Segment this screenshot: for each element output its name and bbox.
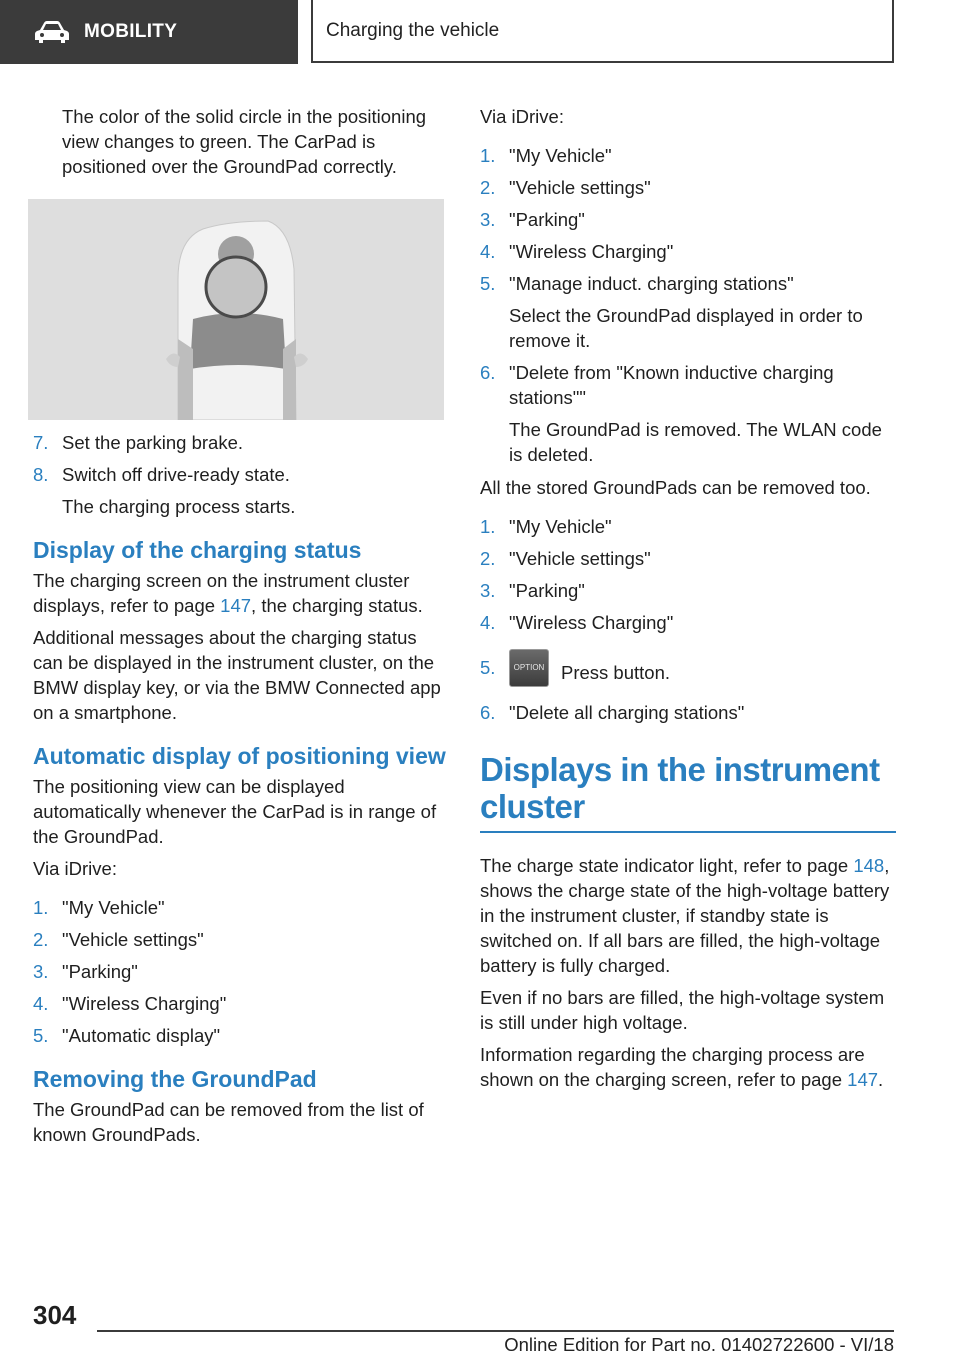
list-item: 4. "Wireless Charging": [33, 993, 227, 1014]
left-column: [33, 100, 451, 1154]
steps-list-c: [480, 143, 896, 467]
list-item: 5. "Automatic display": [33, 1025, 221, 1046]
steps-list-a: [33, 430, 451, 519]
heading-removing-groundpad: Removing the GroundPad: [33, 1066, 317, 1092]
positioning-view-image: [28, 199, 444, 420]
page-link[interactable]: 147: [847, 1069, 879, 1090]
option-button-icon: OPTION: [509, 649, 549, 687]
list-item: 5. "Manage induct. charging stations" Select the GroundPad displayed in order to remove it.: [480, 273, 863, 351]
displays-paragraph-1: The charge state indicator light, refer to page 148, shows the charge state of the high-voltage battery in the instrument cluster, if standby state is switched on. If all bars are filled, the high-voltage battery is fully charged.: [480, 855, 890, 976]
page-number: 304: [33, 1300, 77, 1330]
right-column: [480, 100, 896, 1099]
via-idrive-label: Via iDrive:: [480, 106, 564, 127]
list-item: 2. "Vehicle settings": [33, 929, 204, 950]
displays-paragraph-3: Information regarding the charging process are shown on the charging screen, refer to page 147.: [480, 1044, 884, 1090]
vehicle-positioning-illustration: [28, 199, 444, 420]
displays-paragraph-2: Even if no bars are filled, the high-voltage system is still under high voltage.: [480, 987, 885, 1033]
remove-paragraph: The GroundPad can be removed from the list of known GroundPads.: [33, 1099, 424, 1145]
chapter-tab: [311, 0, 894, 63]
heading-automatic-display: Automatic display of positioning view: [33, 743, 446, 769]
list-item: 4. "Wireless Charging": [480, 241, 674, 262]
status-paragraph-1: The charging screen on the instrument cluster displays, refer to page 147, the charging status.: [33, 570, 423, 616]
heading-instrument-cluster: Displays in the instrument cluster: [480, 751, 896, 833]
steps-list-b: [33, 895, 451, 1048]
auto-paragraph: The positioning view can be displayed automatically whenever the CarPad is in range of the GroundPad.: [33, 776, 437, 847]
edition-text: Online Edition for Part no. 01402722600 - VI/18: [504, 1334, 894, 1355]
list-item: 2. "Vehicle settings": [480, 177, 651, 198]
all-removed-paragraph: All the stored GroundPads can be removed too.: [480, 477, 871, 498]
list-item: 5. OPTION Press button.: [480, 655, 896, 693]
page-link[interactable]: 147: [220, 595, 252, 616]
page-link[interactable]: 148: [853, 855, 885, 876]
list-item: 8. Switch off drive-ready state. The charging process starts.: [33, 464, 296, 517]
list-item: 2. "Vehicle settings": [480, 548, 651, 569]
list-item: 1. "My Vehicle": [480, 516, 612, 537]
car-icon: [34, 19, 70, 45]
list-item: 3. "Parking": [480, 209, 585, 230]
list-item: 6. "Delete all charging stations": [480, 702, 745, 723]
section-tab: [0, 0, 298, 64]
list-item: 7. Set the parking brake.: [33, 432, 243, 453]
steps-list-d: [480, 514, 896, 725]
chapter-title: Charging the vehicle: [326, 19, 500, 41]
heading-charging-status: Display of the charging status: [33, 537, 362, 563]
list-item: 1. "My Vehicle": [480, 145, 612, 166]
list-item: 6. "Delete from "Known inductive charging stations"" The GroundPad is removed. The WLAN code is deleted.: [480, 362, 882, 465]
status-paragraph-2: Additional messages about the charging status can be displayed in the instrument cluster, on the BMW display key, or via the BMW Connected app on a smartphone.: [33, 627, 441, 723]
list-item: 3. "Parking": [33, 961, 138, 982]
list-item: 4. "Wireless Charging": [480, 612, 674, 633]
via-idrive-label: Via iDrive:: [33, 858, 117, 879]
list-item: 3. "Parking": [480, 580, 585, 601]
footer-divider: [97, 1330, 894, 1332]
intro-paragraph: The color of the solid circle in the positioning view changes to green. The CarPad is positioned over the GroundPad correctly.: [62, 106, 427, 177]
list-item: 1. "My Vehicle": [33, 897, 165, 918]
section-title: MOBILITY: [84, 21, 178, 42]
